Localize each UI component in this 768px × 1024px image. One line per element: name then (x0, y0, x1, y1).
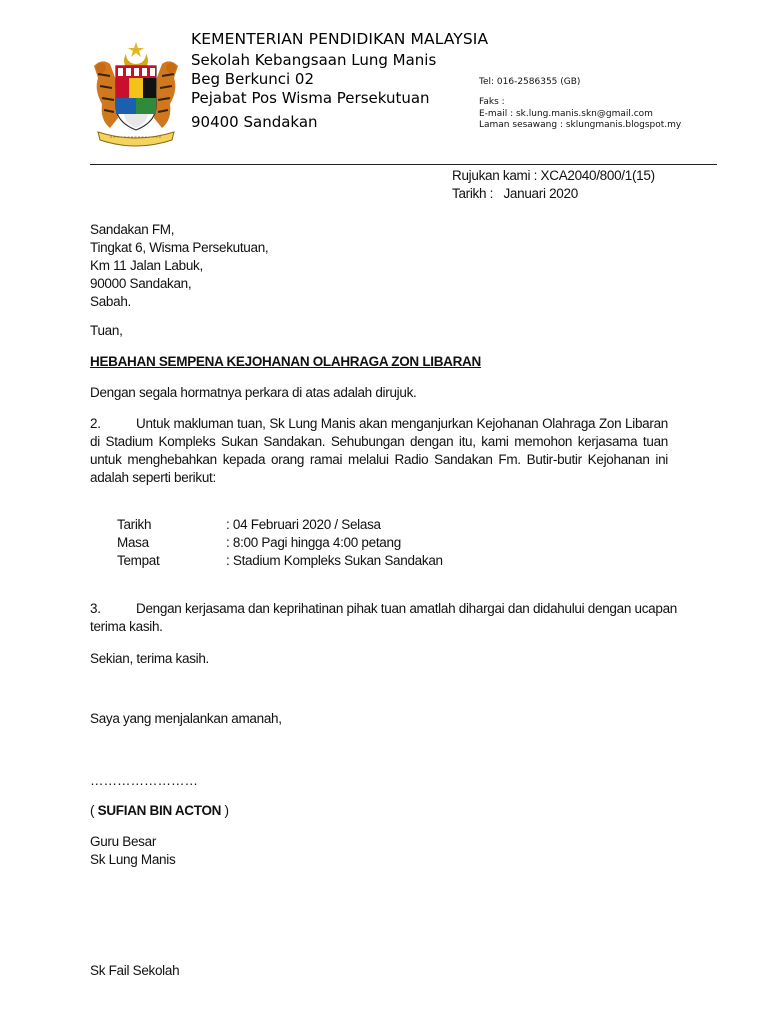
details-table (117, 516, 443, 570)
paragraph-number: 2. (90, 416, 101, 431)
bag-number: Beg Berkunci 02 (191, 70, 315, 88)
contact-email: E-mail : sk.lung.manis.skn@gmail.com (479, 109, 653, 119)
reference-date: Tarikh : Januari 2020 (452, 186, 578, 201)
school-name: Sekolah Kebangsaan Lung Manis (191, 51, 437, 69)
detail-row (117, 516, 443, 534)
paragraph-number: 3. (90, 601, 101, 616)
subject-heading: HEBAHAN SEMPENA KEJOHANAN OLAHRAGA ZON LIBARAN (90, 354, 481, 369)
contact-fax: Faks : (479, 97, 505, 107)
paragraph-3 (90, 600, 677, 636)
paragraph-2-text: Untuk makluman tuan, Sk Lung Manis akan menganjurkan Kejohanan Olahraga Zon Libaran di Stadium Kompleks Sukan Sandakan. Sehubungan dengan itu, kami memohon kerjasama tuan untuk menghebahkan kepada orang ramai melalui Radio Sandakan Fm. Butir-butir Kejohanan ini adalah seperti berikut: (90, 416, 668, 485)
contact-website: Laman sesawang : sklungmanis.blogspot.my (479, 120, 682, 130)
paragraph-2 (90, 415, 668, 487)
paren-open: ( (90, 803, 98, 818)
carbon-copy: Sk Fail Sekolah (90, 963, 180, 978)
signature-line: …………………… (90, 773, 198, 788)
contact-tel: Tel: 016-2586355 (GB) (479, 77, 581, 87)
paren-close: ) (221, 803, 229, 818)
coat-of-arms-icon (88, 40, 184, 152)
salutation: Tuan, (90, 323, 123, 338)
reference-number: Rujukan kami : XCA2040/800/1(15) (452, 168, 655, 183)
paragraph-1: Dengan segala hormatnya perkara di atas adalah dirujuk. (90, 385, 417, 400)
detail-row (117, 534, 443, 552)
address-line: 90000 Sandakan, (90, 276, 192, 291)
detail-label: Masa (117, 535, 149, 550)
detail-value: : 8:00 Pagi hingga 4:00 petang (226, 535, 401, 550)
address-line: Tingkat 6, Wisma Persekutuan, (90, 240, 269, 255)
detail-label: Tempat (117, 553, 160, 568)
signatory-name-text: SUFIAN BIN ACTON (97, 803, 222, 818)
signatory-title: Guru Besar (90, 834, 157, 849)
signatory-name (90, 802, 229, 820)
address-line: Km 11 Jalan Labuk, (90, 258, 203, 273)
closing: Sekian, terima kasih. (90, 651, 210, 666)
trust-line: Saya yang menjalankan amanah, (90, 711, 282, 726)
detail-value: : Stadium Kompleks Sukan Sandakan (226, 553, 443, 568)
detail-row (117, 552, 443, 570)
address-line: Sandakan FM, (90, 222, 175, 237)
signatory-school: Sk Lung Manis (90, 852, 176, 867)
detail-value: : 04 Februari 2020 / Selasa (226, 517, 381, 532)
recipient-address (90, 221, 268, 311)
ministry-name: KEMENTERIAN PENDIDIKAN MALAYSIA (191, 30, 489, 48)
postcode-city: 90400 Sandakan (191, 113, 318, 131)
address-line: Sabah. (90, 294, 131, 309)
paragraph-3-text: Dengan kerjasama dan keprihatinan pihak tuan amatlah dihargai dan didahului dengan ucapan terima kasih. (90, 601, 677, 634)
header-divider (90, 164, 717, 165)
detail-label: Tarikh (117, 517, 152, 532)
post-office: Pejabat Pos Wisma Persekutuan (191, 89, 430, 107)
